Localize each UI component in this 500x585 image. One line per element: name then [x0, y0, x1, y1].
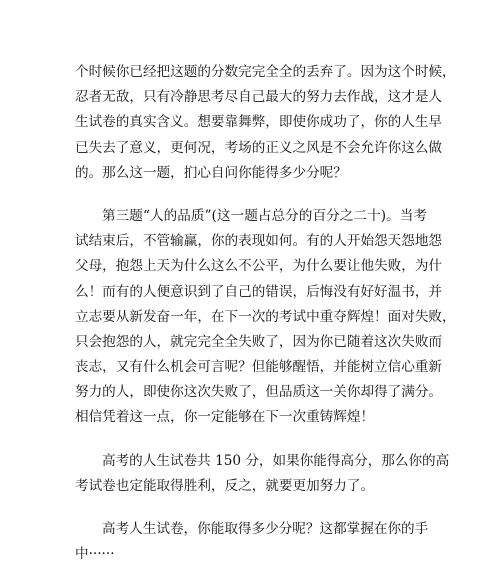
text-line: 已失去了意义，更何况，考场的正义之风是不会允许你这么做	[75, 139, 443, 156]
text-line: 生试卷的真实含义。想要靠舞弊，即使你成功了，你的人生早	[75, 114, 443, 131]
paragraph-2	[75, 204, 456, 431]
text-line: 努力的人，即使你这次失败了，但品质这一关你却得了满分。	[75, 384, 443, 401]
text-line: 高考人生试卷，你能取得多少分呢？这都掌握在你的手	[102, 521, 429, 537]
text-line: 第三题“人的品质”(这一题占总分的百分之二十)。当考	[102, 207, 427, 224]
text-line: 丧志，又有什么机会可言呢？但能够醒悟，并能树立信心重新	[75, 359, 443, 376]
paragraph-4	[75, 517, 427, 567]
document-body	[75, 60, 456, 585]
text-line: 父母，抱怨上天为什么这么不公平，为什么要让他失败，为什	[75, 258, 443, 275]
text-line: 的。那么这一题，扪心自问你能得多少分呢？	[75, 164, 347, 181]
text-line: 忍者无敌，只有冷静思考尽自己最大的努力去作战，这才是人	[75, 89, 443, 106]
text-line: 只会抱怨的人，就完完全全失败了，因为你已随着这次失败而	[75, 333, 443, 350]
text-line: 么！而有的人便意识到了自己的错误，后悔没有好好温书，并	[75, 283, 443, 300]
text-line: 试结束后，不管输赢，你的表现如何。有的人开始怨天怨地怨	[75, 233, 443, 250]
text-line: 立志要从新发奋一年，在下一次的考试中重夺辉煌！面对失败，	[75, 308, 456, 325]
text-line: 考试卷也定能取得胜利，反之，就要更加努力了。	[75, 477, 375, 494]
text-line: 高考的人生试卷共 150 分，如果你能得高分，那么你的高	[102, 452, 450, 469]
paragraph-1	[75, 60, 456, 186]
text-line: 相信凭着这一点，你一定能够在下一次重铸辉煌！	[75, 409, 375, 426]
text-line: 个时候你已经把这题的分数完完全全的丢弃了。因为这个时候，	[75, 64, 456, 80]
text-line: 中······	[75, 546, 115, 563]
paragraph-3	[75, 449, 450, 499]
